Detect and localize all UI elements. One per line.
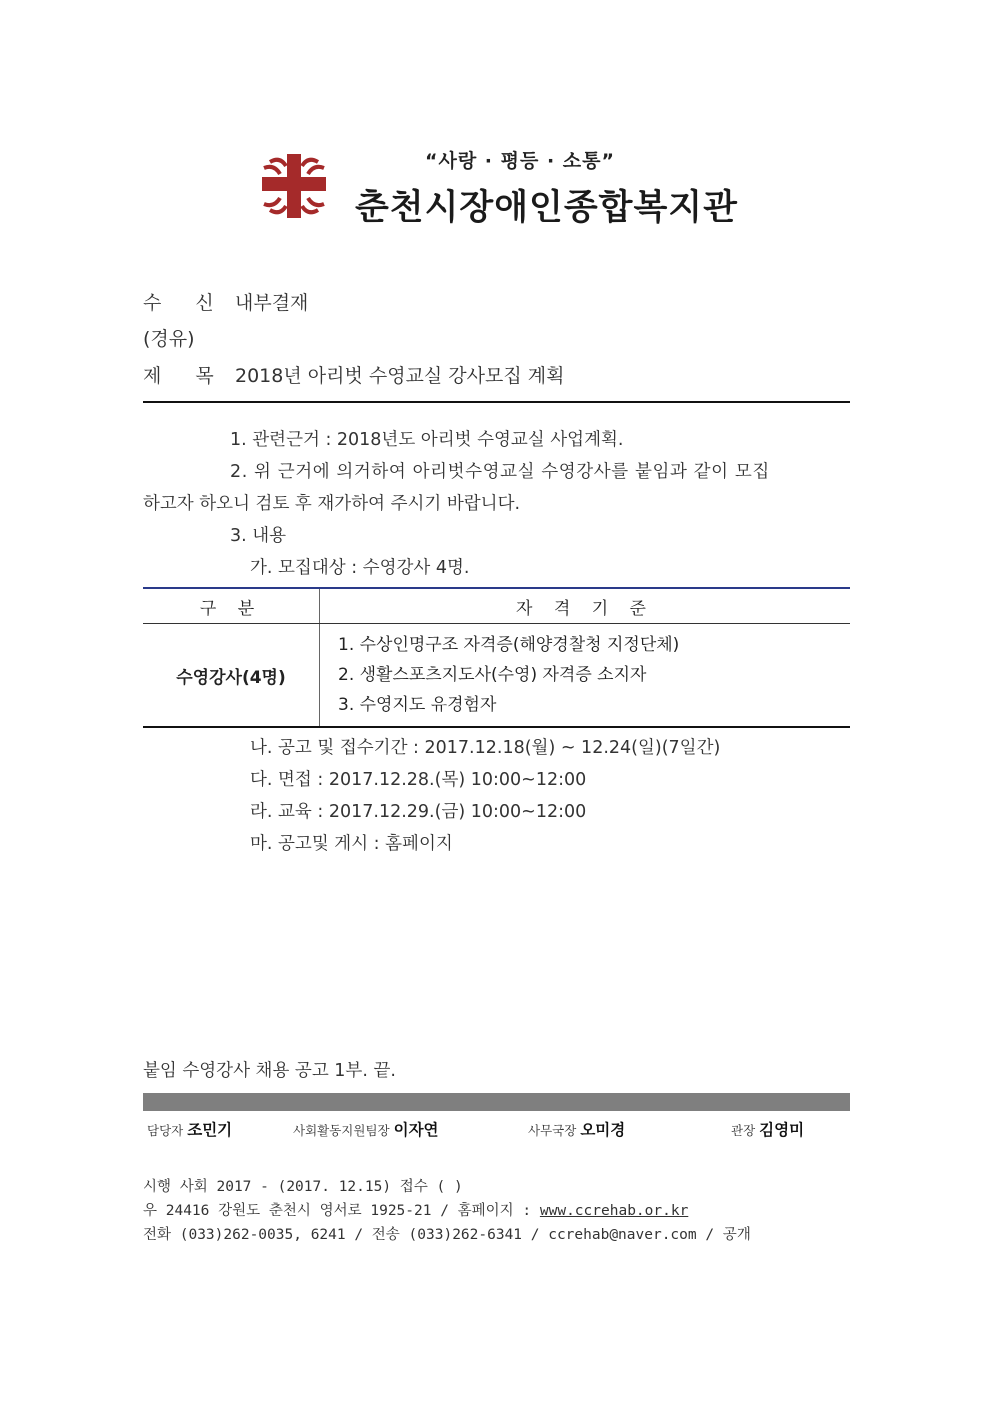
signature-name: 김영미 <box>759 1121 805 1139</box>
body-line-2a: 2. 위 근거에 의거하여 아리벗수영교실 수영강사를 붙임과 같이 모집 <box>230 462 770 482</box>
footer-contact: 전화 (033)262-0035, 6241 / 전송 (033)262-6341 / ccrehab@naver.com / 공개 <box>143 1227 751 1243</box>
attachment-note: 붙임 수영강사 채용 공고 1부. 끝. <box>143 1061 396 1081</box>
footer-address-row <box>143 1199 688 1220</box>
body-line-2b: 하고자 하오니 검토 후 재가하여 주시기 바랍니다. <box>143 494 521 514</box>
header-divider <box>143 401 850 403</box>
table-criteria-cell <box>320 624 851 728</box>
signature-role: 사회활동지원팀장 <box>293 1123 390 1138</box>
signature-director <box>731 1118 804 1140</box>
signature-role: 담당자 <box>147 1123 184 1138</box>
website-link[interactable]: www.ccrehab.or.kr <box>539 1203 689 1219</box>
signature-name: 조민기 <box>187 1121 233 1139</box>
body-line-3a: 가. 모집대상 : 수영강사 4명. <box>250 558 470 578</box>
qualification-table <box>143 587 850 728</box>
table-header-category: 구 분 <box>143 588 320 624</box>
organization-logo-icon <box>260 152 328 220</box>
footer-address: 우 24416 강원도 춘천시 영서로 1925-21 / 홈페이지 : <box>143 1203 540 1219</box>
signature-name: 오미경 <box>580 1121 626 1139</box>
signature-role: 사무국장 <box>528 1123 577 1138</box>
detail-ma: 마. 공고및 게시 : 홈페이지 <box>250 834 453 854</box>
footer-enforcement: 시행 사회 2017 - (2017. 12.15) 접수 ( ) <box>143 1179 463 1195</box>
signature-role: 관장 <box>731 1123 756 1138</box>
table-row <box>143 624 850 728</box>
table-header-criteria: 자 격 기 준 <box>320 588 851 624</box>
subject-row <box>143 361 564 388</box>
slogan: “사랑 · 평등 · 소통” <box>425 150 615 172</box>
detail-na: 나. 공고 및 접수기간 : 2017.12.18(월) ~ 12.24(일)(7일간) <box>250 738 721 758</box>
criteria-item: 2. 생활스포츠지도사(수영) 자격증 소지자 <box>338 665 647 685</box>
criteria-item: 1. 수상인명구조 자격증(해양경찰청 지정단체) <box>338 635 680 655</box>
signature-bar <box>143 1093 850 1111</box>
body-line-3: 3. 내용 <box>230 526 287 546</box>
detail-ra: 라. 교육 : 2017.12.29.(금) 10:00~12:00 <box>250 802 587 822</box>
signature-name: 이자연 <box>393 1121 439 1139</box>
recipient-value: 내부결재 <box>235 292 309 314</box>
recipient-label: 수 신 <box>143 292 228 314</box>
body-line-1: 1. 관련근거 : 2018년도 아리벗 수영교실 사업계획. <box>230 430 624 450</box>
table-row-label: 수영강사(4명) <box>143 624 320 728</box>
recipient-row <box>143 288 308 315</box>
organization-name: 춘천시장애인종합복지관 <box>355 188 738 228</box>
subject-value: 2018년 아리벗 수영교실 강사모집 계획 <box>235 365 565 387</box>
detail-da: 다. 면접 : 2017.12.28.(목) 10:00~12:00 <box>250 770 587 790</box>
table-header-row <box>143 588 850 624</box>
via-label: (경유) <box>143 328 195 350</box>
criteria-item: 3. 수영지도 유경험자 <box>338 695 497 715</box>
signature-team-leader <box>293 1118 439 1140</box>
signature-secretary-general <box>528 1118 625 1140</box>
subject-label: 제 목 <box>143 365 228 387</box>
signature-staff <box>147 1118 232 1140</box>
